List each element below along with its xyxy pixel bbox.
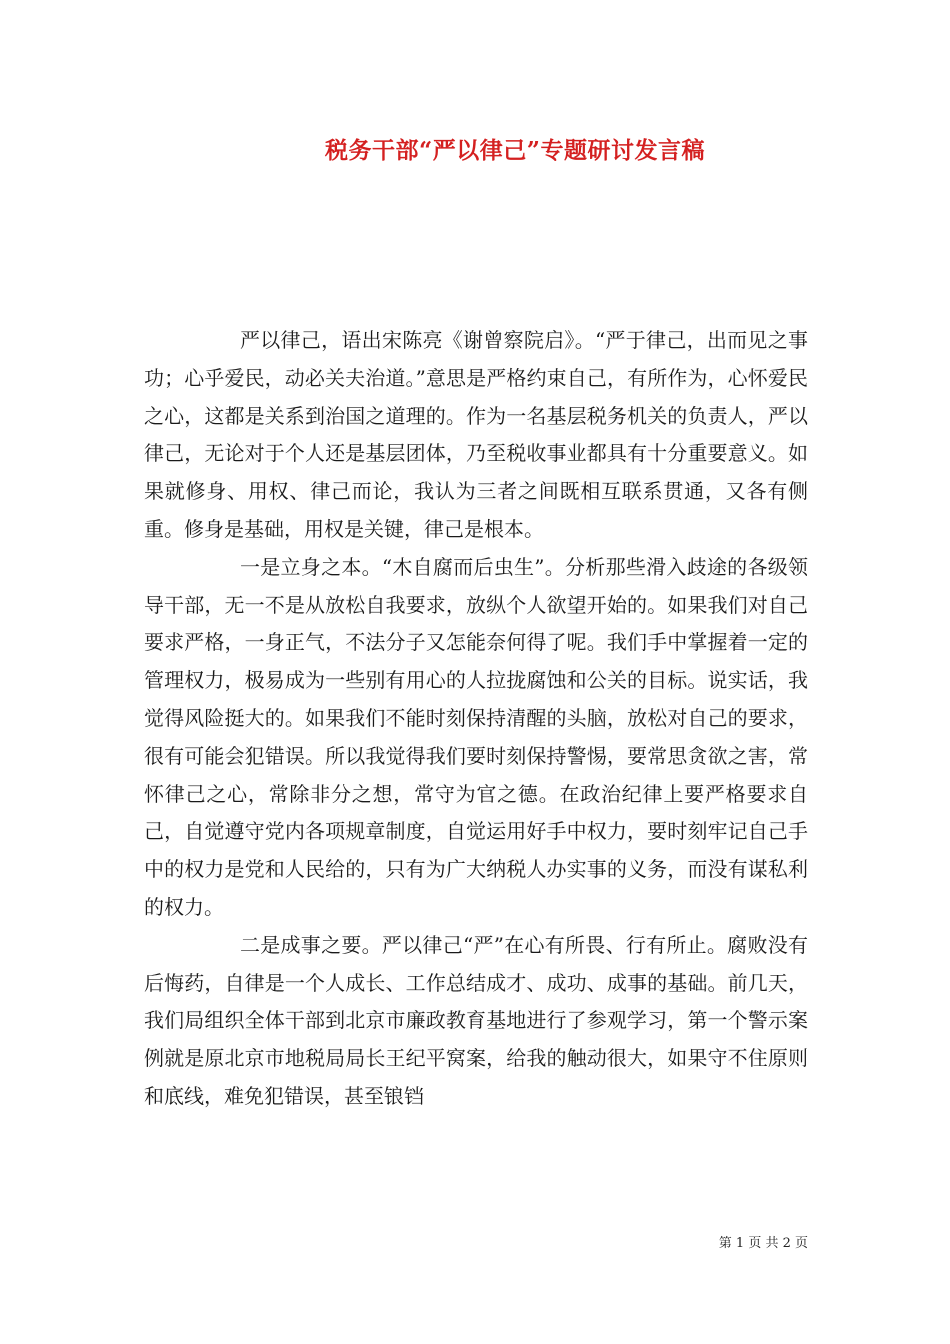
paragraph-point-one: 一是立身之本。“木自腐而后虫生”。分析那些滑入歧途的各级领导干部，无一不是从放松自我要求，放纵个人欲望开始的。如果我们对自己要求严格，一身正气，不法分子又怎能奈何得了呢。我们手中掌握着一定的管理权力，极易成为一些别有用心的人拉拢腐蚀和公关的目标。说实话，我觉得风险挺大的。如果我们不能时刻保持清醒的头脑，放松对自己的要求，很有可能会犯错误。所以我觉得我们要时刻保持警惕，要常思贪欲之害，常怀律己之心，常除非分之想，常守为官之德。在政治纪律上要严格要求自己，自觉遵守党内各项规章制度，自觉运用好手中权力，要时刻牢记自己手中的权力是党和人民给的，只有为广大纳税人办实事的义务，而没有谋私利的权力。 — [144, 554, 808, 919]
paragraph-intro: 严以律己，语出宋陈亮《谢曾察院启》。“严于律己，出而见之事功；心乎爱民，动必关夫治道。”意思是严格约束自己，有所作为，心怀爱民之心，这都是关系到治国之道理的。作为一名基层税务机关的负责人，严以律己，无论对于个人还是基层团体，乃至税收事业都具有十分重要意义。如果就修身、用权、律己而论，我认为三者之间既相互联系贯通，又各有侧重。修身是基础，用权是关键，律己是根本。 — [144, 328, 808, 541]
paragraph-point-two: 二是成事之要。严以律己“严”在心有所畏、行有所止。腐败没有后悔药，自律是一个人成长、工作总结成才、成功、成事的基础。前几天，我们局组织全体干部到北京市廉政教育基地进行了参观学习，第一个警示案例就是原北京市地税局局长王纪平窝案，给我的触动很大，如果守不住原则和底线，难免犯错误，甚至锒铛 — [144, 932, 808, 1108]
page-number: 第 1 页 共 2 页 — [718, 1236, 808, 1251]
document-body — [144, 322, 808, 1116]
document-title: 税务干部“严以律己”专题研讨发言稿 — [325, 137, 705, 164]
